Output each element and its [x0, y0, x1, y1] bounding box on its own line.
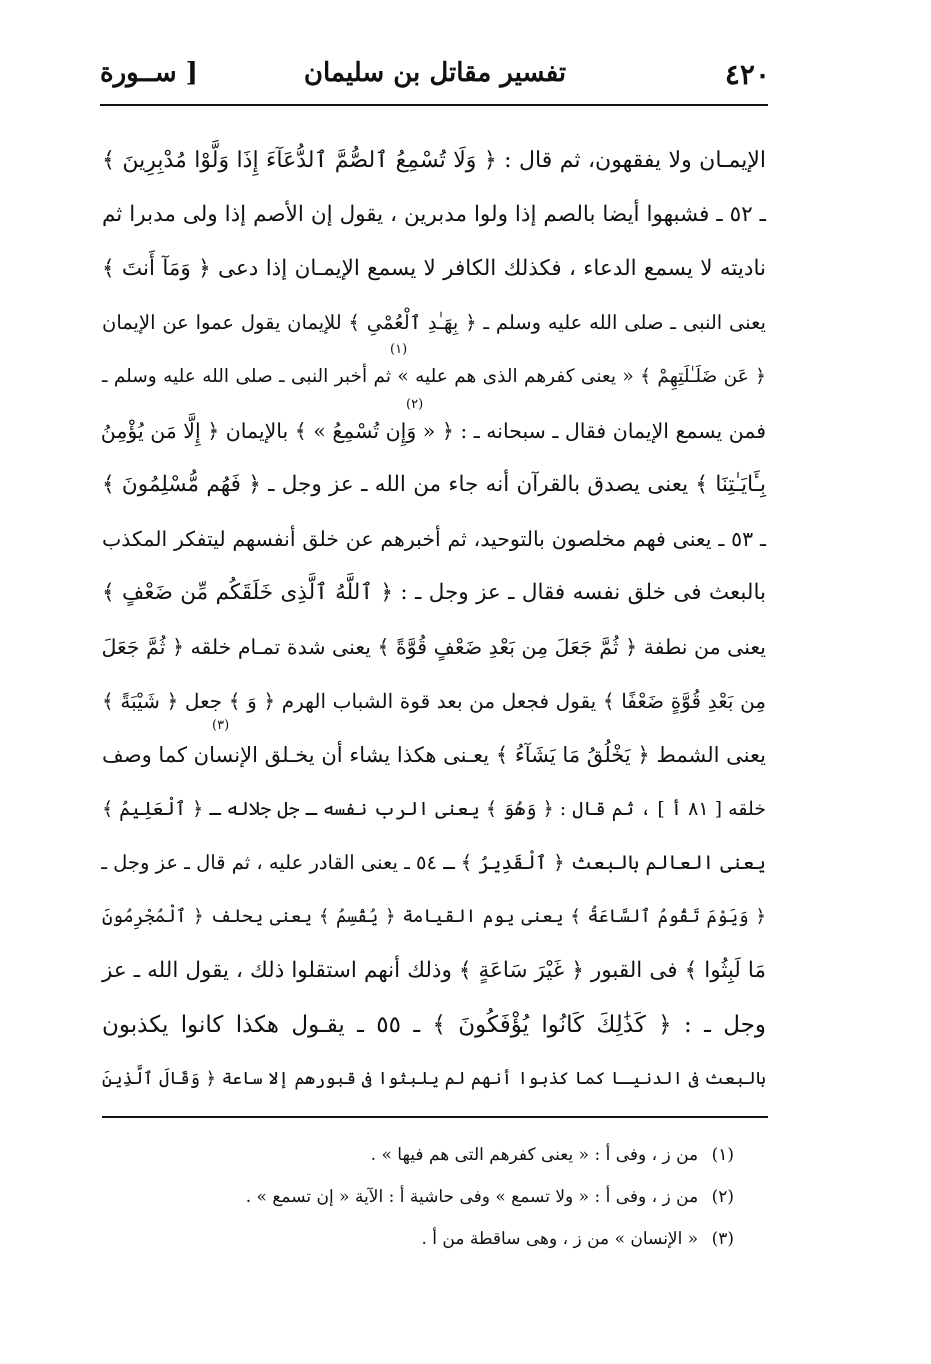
footnote-number: (١) — [711, 1145, 734, 1165]
text-line: ناديته لا يسمع الدعاء ، فكذلك الكافر لا يسمع الإيمـان إذا دعى ﴿ وَمَآ أَنتَ ﴾ — [102, 256, 766, 281]
text-line: يعنى النبى ـ صلى الله عليه وسلم ـ ﴿ بِهَـٰدِ ٱلْعُمْىِ ﴾ للإيمان يقول عموا عن الإيمان — [102, 311, 766, 334]
footnote — [102, 1176, 734, 1218]
text-line: ﴿ وَيَوْمَ تَقُومُ ٱلسَّاعَةُ ﴾ يعنى يوم القيامة ﴿ يُقْسِمُ ﴾ يعنى يحلف ﴿ ٱلْمُجْرِمُونَ — [102, 906, 766, 927]
text-line: بالبعث فى خلق نفسه فقال ـ عز وجل ـ : ﴿ ٱللَّهُ ٱلَّذِى خَلَقَكُم مِّن ضَعْفٍ ﴾ — [102, 580, 766, 605]
footnote — [102, 1134, 734, 1176]
book-title: تفسير مقاتل بن سليمان — [303, 58, 567, 88]
text-line: ـ ٥٣ ـ يعنى فهم مخلصون بالتوحيد، ثم أخبرهم عن خلق أنفسهم ليتفكر المكذب — [102, 527, 766, 551]
footnote — [102, 1218, 734, 1260]
page-number: ٤٢٠ — [724, 58, 770, 91]
text-line: بِـَٔايَـٰتِنَا ﴾ يعنى يصدق بالقرآن أنه جاء من الله ـ عز وجل ـ ﴿ فَهُم مُّسْلِمُونَ ﴾ — [102, 472, 766, 497]
text-line: خلقه [ ٨١ أ ] ، ثم قال : ﴿ وَهُوَ ﴾ يعنى الرب نفسه ـ جل جلاله ـ ﴿ ٱلْعَلِيمُ ﴾ — [102, 798, 767, 820]
page-header — [100, 54, 770, 94]
text-line: مِن بَعْدِ قُوَّةٍ ضَعْفًا ﴾ يقول فجعل من بعد قوة الشباب الهرم ﴿ وَ ﴾ جعل ﴿ شَيْبَةً ﴾ — [102, 689, 766, 713]
footnote-number: (٢) — [711, 1187, 734, 1207]
footnote-divider — [102, 1116, 768, 1118]
footnote-number: (٣) — [711, 1229, 734, 1249]
text-line: يعنى الشمط ﴿ يَخْلُقُ مَا يَشَآءُ ﴾ يعـنى هكذا يشاء أن يخـلق الإنسان كما وصف — [102, 743, 766, 767]
text-line: بالبعث فى الدنيـا كما كذبوا أنهم لم يلبثوا فى قبورهم إلا ساعة ﴿ وَقَالَ ٱلَّذِينَ — [102, 1069, 766, 1089]
footnote-marker: (١) — [390, 342, 408, 357]
footnotes — [102, 1134, 734, 1260]
text-line: يعنى من نطفة ﴿ ثُمَّ جَعَلَ مِن بَعْدِ ضَعْفٍ قُوَّةً ﴾ يعنى شدة تمـام خلقه ﴿ ثُمَّ جَعَلَ — [101, 635, 766, 659]
text-line: فمن يسمع الإيمان فقال ـ سبحانه ـ : ﴿ « وَإِن تُسْمِعُ » ﴾ بالإيمان ﴿ إِلَّا مَن يُؤْمِنُ — [100, 419, 766, 443]
text-line: وجل ـ : ﴿ كَذَٰلِكَ كَانُوا يُؤْفَكُونَ ﴾ ـ ٥٥ ـ يقـول هكذا كانوا يكذبون — [102, 1012, 766, 1038]
footnote-text: « الإنسان » من ز ، وهى ساقطة من أ . — [421, 1229, 699, 1249]
text-line: ـ ٥٢ ـ فشبهوا أيضا بالصم إذا ولوا مدبرين ، يقول إن الأصم إذا ولى مدبرا ثم — [102, 202, 766, 227]
text-line: يعنى العالم بالبعث ﴿ ٱلْقَدِيرُ ﴾ ـ ٥٤ ـ يعنى القادر عليه ، ثم قال ـ عز وجل ـ — [101, 851, 766, 874]
text-line: ﴿ عَن ضَلَـٰلَتِهِمْ ﴾ « يعنى كفرهم الذى هم عليه » ثم أخبر النبى ـ صلى الله عليه وسلم ـ — [102, 366, 766, 387]
text-line: الإيمـان ولا يفقهون، ثم قال : ﴿ وَلَا تُسْمِعُ ٱلصُّمَّ ٱلدُّعَآءَ إِذَا وَلَّوْا مُدْبِرِينَ ﴾ — [102, 148, 766, 173]
footnote-text: من ز ، وفى أ : « ولا تسمع » وفى حاشية أ : الآية « إن تسمع » . — [245, 1187, 699, 1207]
footnote-marker: (٢) — [406, 397, 424, 412]
text-line: مَا لَبِثُوا ﴾ فى القبور ﴿ غَيْرَ سَاعَةٍ ﴾ وذلك أنهم استقلوا ذلك ، يقول الله ـ عز — [102, 958, 766, 983]
footnote-text: من ز ، وفى أ : « يعنى كفرهم التى هم فيها » . — [370, 1145, 699, 1165]
main-text — [102, 134, 766, 1106]
chapter-label: [ ســورة — [100, 58, 198, 88]
header-divider — [100, 104, 768, 106]
footnote-marker: (٣) — [212, 718, 230, 733]
